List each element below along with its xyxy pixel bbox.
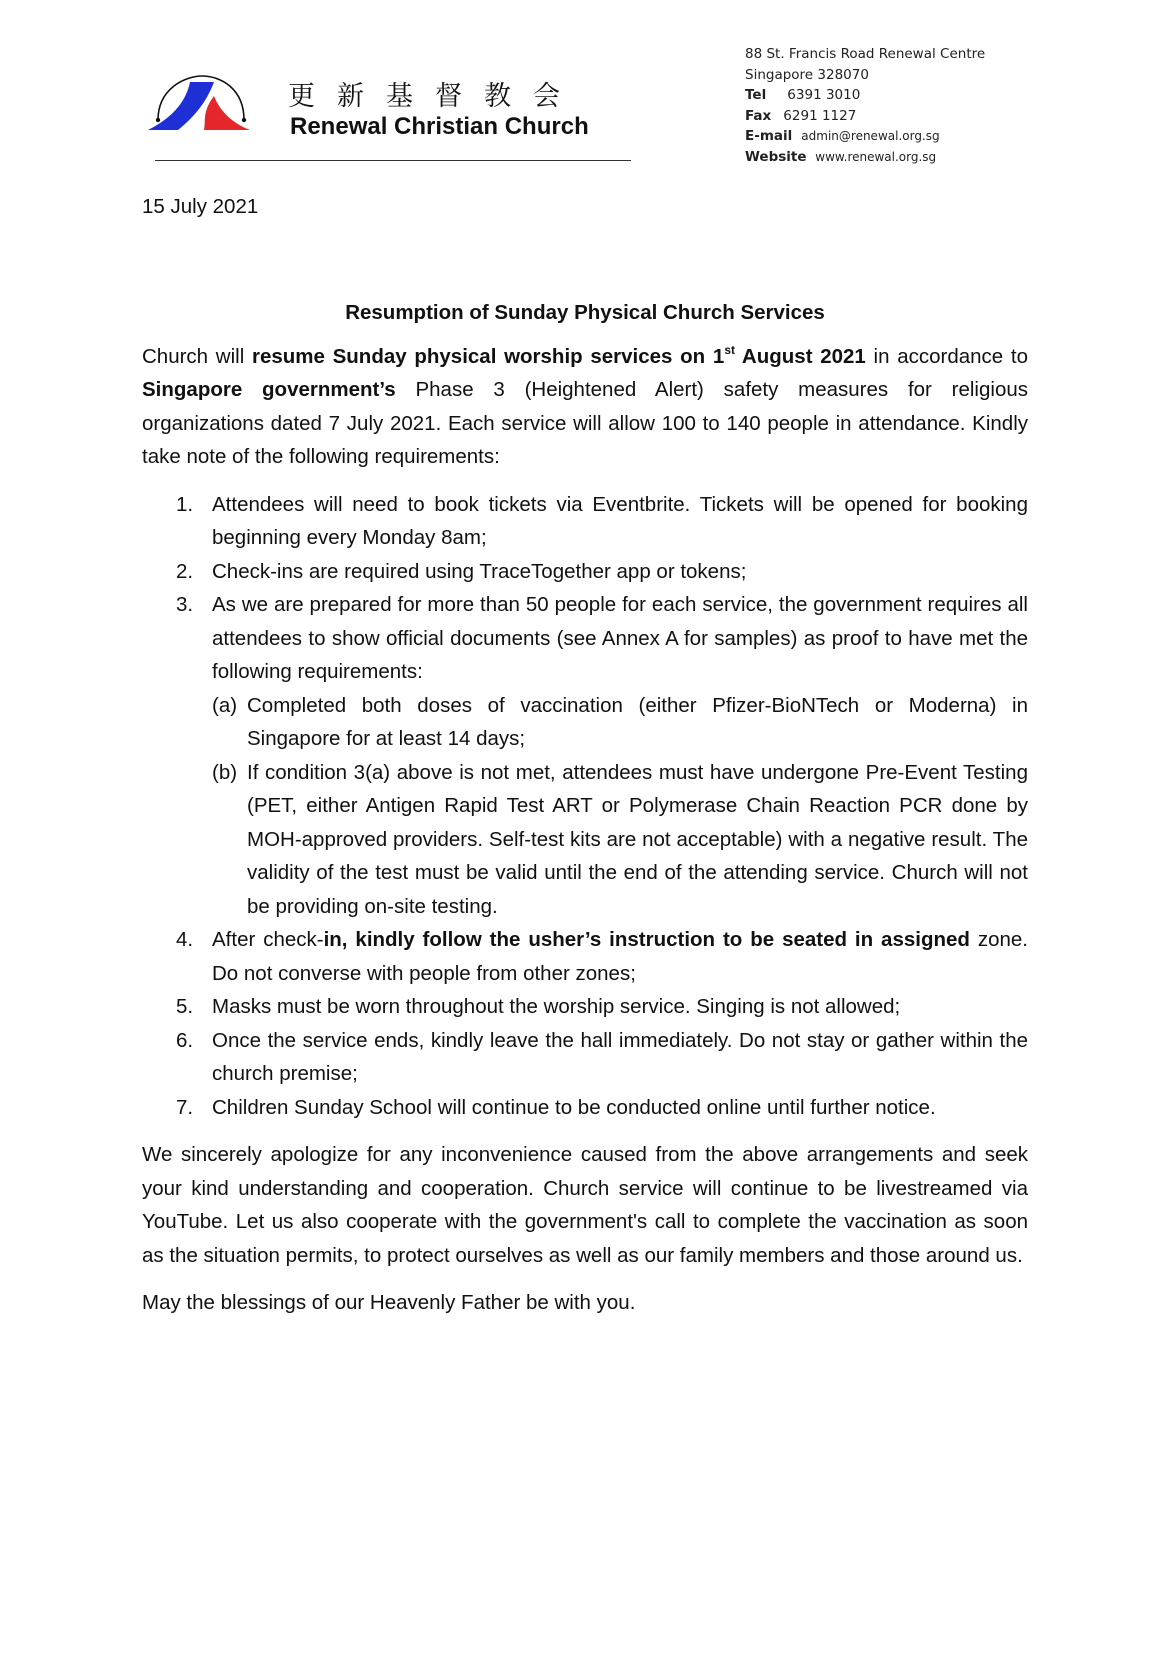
list-item [142, 488, 1028, 555]
list-item-text: Once the service ends, kindly leave the hall immediately. Do not stay or gather within the church premise; [212, 1028, 1028, 1085]
sub-list-item [212, 689, 1028, 756]
list-item-text: Attendees will need to book tickets via Eventbrite. Tickets will be opened for booking beginning every Monday 8am; [212, 492, 1028, 549]
fax-label: Fax [745, 107, 772, 124]
list-item-text-bold: in, kindly follow the usher’s instruction to be seated in assigned [323, 928, 970, 951]
intro-text-2: in accordance to [865, 344, 1028, 368]
website-value[interactable]: www.renewal.org.sg [815, 149, 937, 164]
list-item-text: Children Sunday School will continue to be conducted online until further notice. [212, 1095, 936, 1119]
intro-text-3: Phase 3 (Heightened Alert) safety measures for religious organizations dated 7 July 2021. Each service will allow 100 to 140 people in attendance. Kindly take note of the following requirements: [142, 378, 1028, 468]
list-item [142, 990, 1028, 1024]
sub-list-item-text: Completed both doses of vaccination (either Pfizer-BioNTech or Moderna) in Singapore for at least 14 days; [247, 693, 1028, 750]
email-row [745, 126, 985, 147]
tel-row [745, 85, 985, 106]
intro-text-1: Church will [142, 344, 252, 368]
list-item-text: Masks must be worn throughout the worship service. Singing is not allowed; [212, 995, 901, 1018]
sub-list-item-label: (b) [212, 760, 238, 784]
intro-paragraph [142, 340, 1028, 474]
list-item-number: 2. [176, 559, 194, 583]
list-item-number: 4. [176, 928, 194, 951]
church-english-name: Renewal Christian Church [290, 113, 589, 140]
list-item-text-tail: zone. Do not converse with people from other zones; [212, 928, 1028, 985]
email-value[interactable]: admin@renewal.org.sg [801, 129, 940, 143]
intro-bold-2: August 2021 [734, 344, 866, 368]
fax-row [745, 106, 985, 127]
list-item-number: 6. [176, 1028, 194, 1052]
intro-bold-1: resume Sunday physical worship services on 1 [251, 344, 725, 368]
intro-superscript: st [724, 342, 735, 357]
tel-label: Tel [745, 87, 767, 103]
address-line-2: Singapore 328070 [745, 66, 869, 83]
requirements-list [142, 488, 1028, 1125]
list-item-number: 1. [176, 492, 194, 516]
website-label: Website [745, 148, 807, 165]
closing-blessing: May the blessings of our Heavenly Father be with you. [142, 1291, 636, 1314]
list-item-number: 7. [176, 1095, 194, 1119]
sub-list-item-label: (a) [212, 693, 238, 717]
sub-list-item [212, 756, 1028, 924]
email-label: E-mail [745, 128, 793, 144]
contact-block [745, 44, 985, 167]
list-item [142, 588, 1028, 923]
list-item [142, 1091, 1028, 1125]
list-item [142, 1024, 1028, 1091]
sub-requirements-list [212, 689, 1028, 924]
letter-date: 15 July 2021 [142, 195, 259, 218]
church-tent-logo-icon [146, 68, 256, 138]
address-line-1: 88 St. Francis Road Renewal Centre [745, 46, 986, 62]
letterhead-divider [155, 160, 631, 161]
apology-paragraph: We sincerely apologize for any inconvenience caused from the above arrangements and seek your kind understanding and cooperation. Church service will continue to be livestreamed via YouTube. Let us also cooperate with the government's call to complete the vaccination as soon as the situation permits, to protect ourselves as well as our family members and those around us. [142, 1143, 1028, 1267]
website-row [745, 147, 985, 168]
list-item-text: Check-ins are required using TraceTogether app or tokens; [212, 559, 747, 583]
list-item-text: As we are prepared for more than 50 people for each service, the government requires all attendees to show official documents (see Annex A for samples) as proof to have met the following requirements: [212, 593, 1028, 683]
letter-body [142, 190, 1028, 1320]
list-item-number: 5. [176, 995, 194, 1018]
list-item [142, 555, 1028, 589]
list-item-number: 3. [176, 593, 194, 616]
letter-title: Resumption of Sunday Physical Church Services [345, 301, 825, 324]
church-chinese-name: 更新基督教会 [288, 81, 582, 112]
sub-list-item-text: If condition 3(a) above is not met, attendees must have undergone Pre-Event Testing (PET, either Antigen Rapid Test ART or Polymerase Chain Reaction PCR done by MOH-approved providers. Self-test kits are not acceptable) with a negative result. The validity of the test must be valid until the end of the attending service. Church will not be providing on-site testing. [247, 760, 1028, 918]
list-item-text-plain: After check- [212, 928, 324, 951]
letterhead [0, 0, 1166, 170]
tel-value: 6391 3010 [787, 87, 861, 103]
intro-bold-3: Singapore government’s [142, 378, 396, 401]
list-item [142, 923, 1028, 990]
fax-value: 6291 1127 [783, 107, 857, 124]
